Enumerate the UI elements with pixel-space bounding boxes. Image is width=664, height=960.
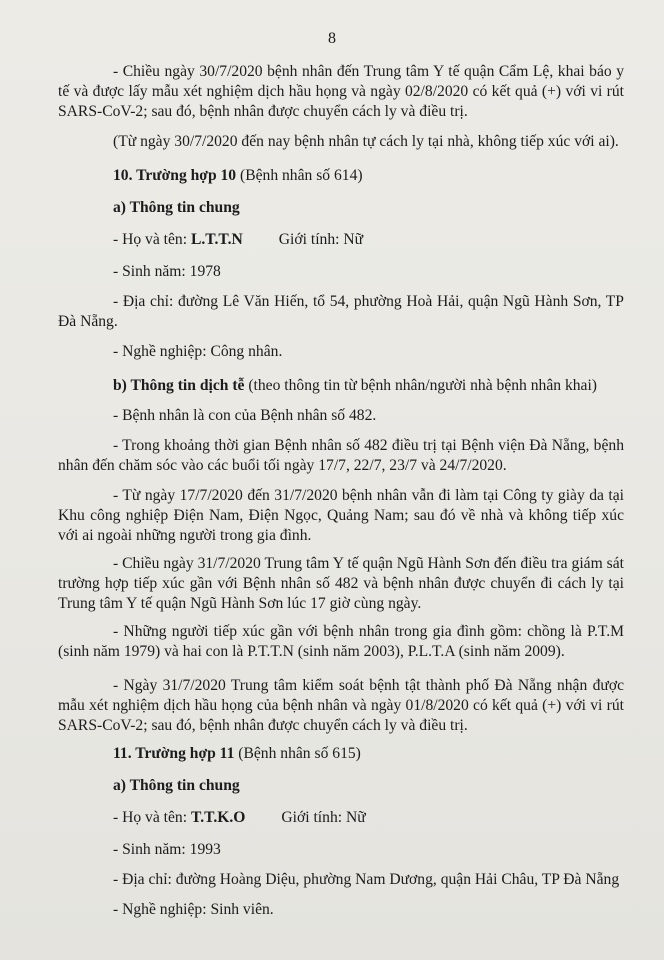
case-11-job: - Nghề nghiệp: Sinh viên. [113, 901, 274, 918]
case-11-name-row [58, 808, 624, 828]
case-11-title-label: 11. Trường hợp 11 [113, 745, 235, 762]
case-10-general-heading: a) Thông tin chung [113, 199, 240, 216]
case-10-birth: - Sinh năm: 1978 [113, 263, 221, 280]
case-10-epi-3: - Từ ngày 17/7/2020 đến 31/7/2020 bệnh nhân vẫn đi làm tại Công ty giày da tại Khu công nghiệp Điện Nam, Điện Ngọc, Quảng Nam; sau đó về nhà và không tiếp xúc với ai ngoài những người trong gia đình. [58, 487, 624, 544]
case-10-patient-number: (Bệnh nhân số 614) [236, 167, 363, 184]
case-10-epi-1: - Bệnh nhân là con của Bệnh nhân số 482. [113, 407, 377, 424]
case-11-patient-number: (Bệnh nhân số 615) [234, 745, 361, 762]
case-11-sex: Giới tính: Nữ [281, 809, 366, 826]
case-10-name-value: L.T.T.N [190, 231, 243, 248]
case-11-general-heading: a) Thông tin chung [113, 777, 240, 794]
case-11-address: - Địa chỉ: đường Hoàng Diệu, phường Nam Dương, quận Hải Châu, TP Đà Nẵng [113, 871, 620, 888]
case-10-epi-heading: b) Thông tin dịch tễ (theo thông tin từ bệnh nhân/người nhà bệnh nhân khai) [113, 377, 597, 394]
document-body [58, 62, 624, 930]
case-10-address: - Địa chỉ: đường Lê Văn Hiến, tổ 54, phường Hoà Hải, quận Ngũ Hành Sơn, TP Đà Nẵng. [58, 293, 624, 330]
paragraph-test-result: - Chiều ngày 30/7/2020 bệnh nhân đến Trung tâm Y tế quận Cẩm Lệ, khai báo y tế và được lấy mẫu xét nghiệm dịch hầu họng và ngày 02/8/2020 có kết quả (+) với vi rút SARS-CoV-2; sau đó, bệnh nhân được chuyển cách ly và điều trị. [58, 63, 624, 120]
paragraph-self-isolation: (Từ ngày 30/7/2020 đến nay bệnh nhân tự cách ly tại nhà, không tiếp xúc với ai). [113, 133, 619, 150]
page-number: 8 [328, 30, 336, 47]
case-10-name-label: - Họ và tên: [113, 231, 191, 248]
case-11-birth: - Sinh năm: 1993 [113, 841, 221, 858]
case-10-epi-6: - Ngày 31/7/2020 Trung tâm kiểm soát bệnh tật thành phố Đà Nẵng nhận được mẫu xét nghiệm dịch hầu họng của bệnh nhân và ngày 01/8/2020 có kết quả (+) với vi rút SARS-CoV-2; sau đó, bệnh nhân được chuyển cách ly và điều trị. [58, 677, 624, 734]
case-10-name-row [58, 230, 624, 250]
case-11-name-value: T.T.K.O [190, 809, 246, 826]
case-11-name-label: - Họ và tên: [113, 809, 191, 826]
case-10-job: - Nghề nghiệp: Công nhân. [113, 343, 283, 360]
case-10-epi-2: - Trong khoảng thời gian Bệnh nhân số 482 điều trị tại Bệnh viện Đà Nẵng, bệnh nhân đến chăm sóc vào các buổi tối ngày 17/7, 22/7, 23/7 và 24/7/2020. [58, 437, 624, 474]
case-10-epi-5: - Những người tiếp xúc gần với bệnh nhân trong gia đình gồm: chồng là P.T.M (sinh năm 1979) và hai con là P.T.T.N (sinh năm 2003), P.L.T.A (sinh năm 2009). [58, 623, 624, 660]
case-10-sex: Giới tính: Nữ [278, 231, 364, 248]
case-10-epi-4: - Chiều ngày 31/7/2020 Trung tâm Y tế quận Ngũ Hành Sơn đến điều tra giám sát trường hợp tiếp xúc gần với Bệnh nhân số 482 và bệnh nhân được chuyển đi cách ly tại Trung tâm Y tế quận Ngũ Hành Sơn lúc 17 giờ cùng ngày. [58, 555, 624, 612]
case-10-title-label: 10. Trường hợp 10 [113, 167, 237, 184]
case-10-title [58, 166, 624, 186]
case-11-title [58, 744, 624, 764]
